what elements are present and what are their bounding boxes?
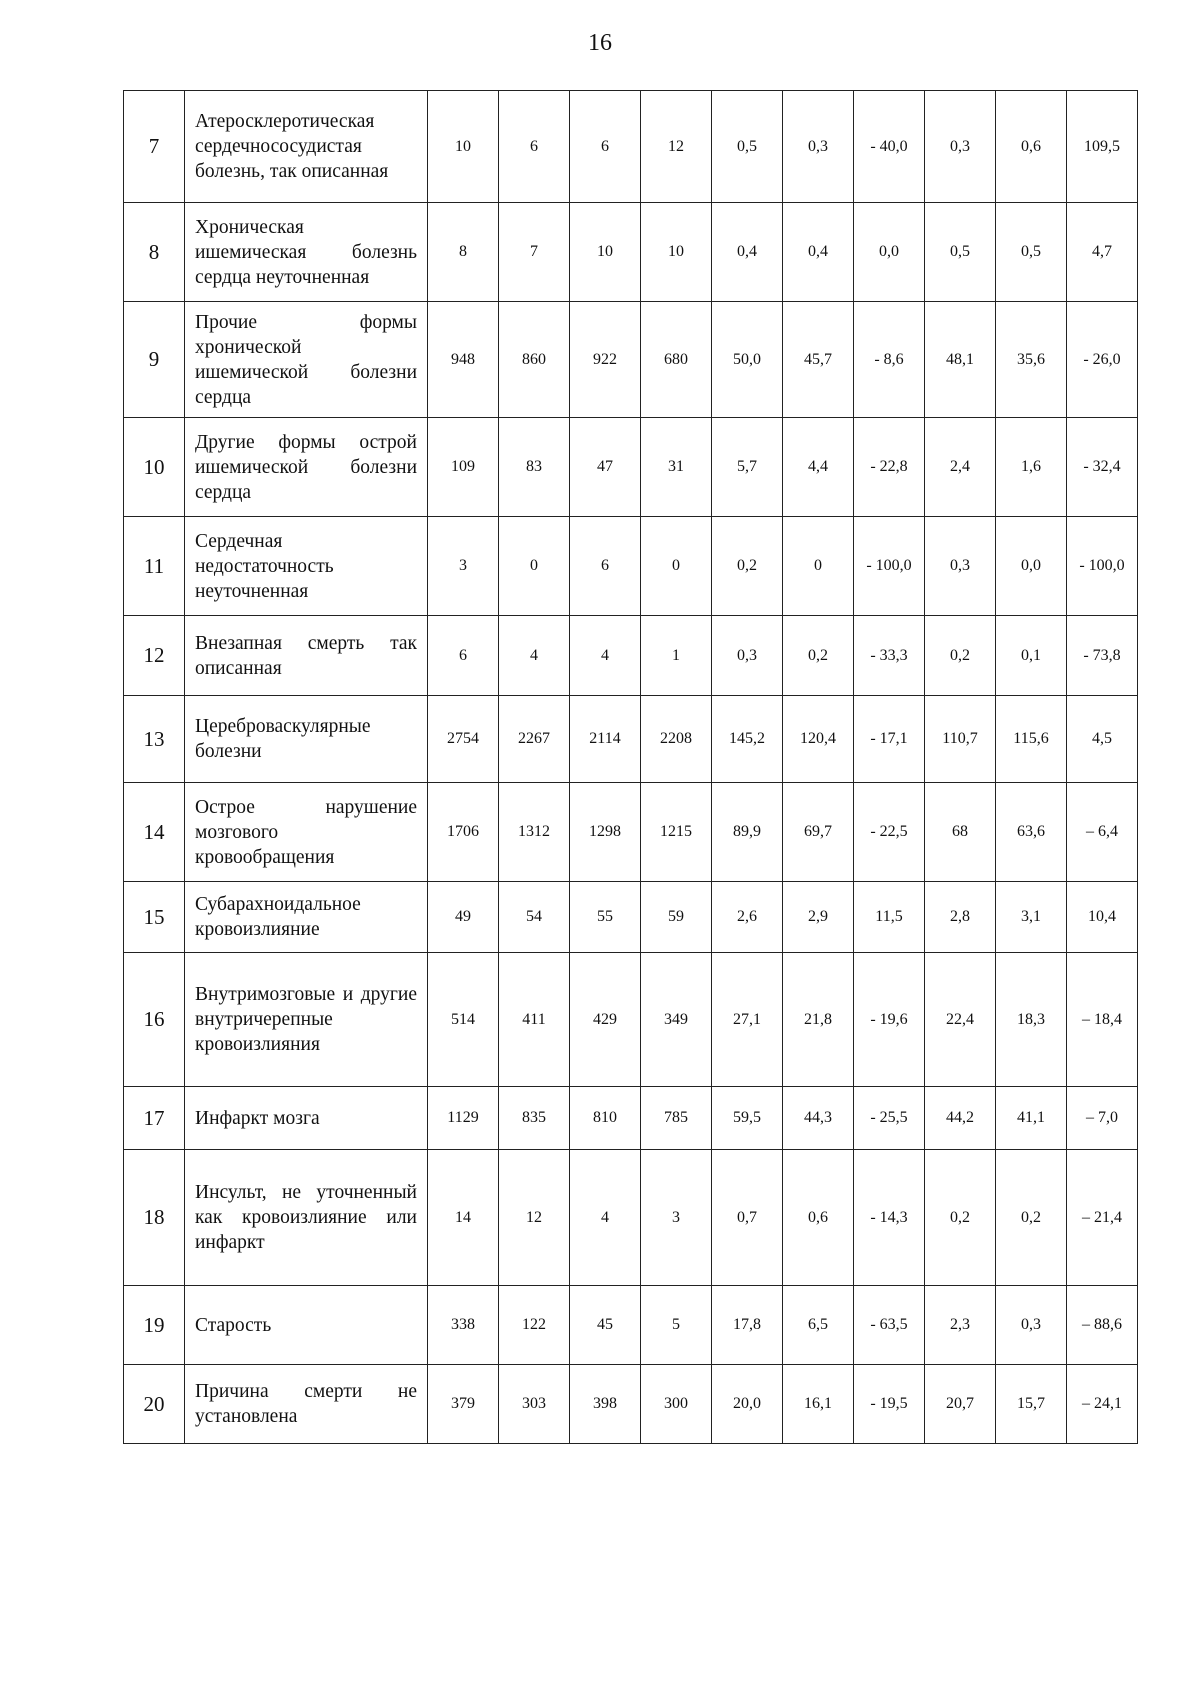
row-value-3: 6 xyxy=(570,91,641,203)
row-value-4: 1215 xyxy=(641,783,712,882)
table-row xyxy=(124,1286,1138,1365)
row-value-3: 4 xyxy=(570,1150,641,1286)
row-number: 14 xyxy=(124,783,185,882)
table-row xyxy=(124,91,1138,203)
row-value-3: 55 xyxy=(570,882,641,953)
row-value-7: - 22,8 xyxy=(854,418,925,517)
row-value-8: 0,2 xyxy=(925,1150,996,1286)
row-value-3: 47 xyxy=(570,418,641,517)
row-value-8: 44,2 xyxy=(925,1087,996,1150)
row-cause-name: Старость xyxy=(185,1286,428,1365)
row-value-8: 0,3 xyxy=(925,91,996,203)
row-value-7: - 25,5 xyxy=(854,1087,925,1150)
row-value-10: - 26,0 xyxy=(1067,302,1138,418)
row-value-9: 0,0 xyxy=(996,517,1067,616)
row-value-4: 3 xyxy=(641,1150,712,1286)
row-value-8: 2,4 xyxy=(925,418,996,517)
row-value-8: 2,8 xyxy=(925,882,996,953)
row-value-3: 429 xyxy=(570,953,641,1087)
row-number: 10 xyxy=(124,418,185,517)
row-value-10: – 6,4 xyxy=(1067,783,1138,882)
row-number: 13 xyxy=(124,696,185,783)
row-value-5: 17,8 xyxy=(712,1286,783,1365)
row-value-8: 48,1 xyxy=(925,302,996,418)
row-value-10: – 88,6 xyxy=(1067,1286,1138,1365)
row-value-9: 0,2 xyxy=(996,1150,1067,1286)
row-value-5: 27,1 xyxy=(712,953,783,1087)
row-value-3: 1298 xyxy=(570,783,641,882)
row-value-1: 1129 xyxy=(428,1087,499,1150)
row-value-2: 835 xyxy=(499,1087,570,1150)
row-value-7: - 22,5 xyxy=(854,783,925,882)
row-value-4: 300 xyxy=(641,1365,712,1444)
row-value-10: 4,5 xyxy=(1067,696,1138,783)
row-value-1: 3 xyxy=(428,517,499,616)
row-value-9: 35,6 xyxy=(996,302,1067,418)
row-value-10: 4,7 xyxy=(1067,203,1138,302)
row-value-1: 6 xyxy=(428,616,499,696)
row-value-6: 0,3 xyxy=(783,91,854,203)
row-cause-name: Цереброваскулярные болезни xyxy=(185,696,428,783)
row-value-2: 860 xyxy=(499,302,570,418)
row-value-6: 6,5 xyxy=(783,1286,854,1365)
row-value-7: - 40,0 xyxy=(854,91,925,203)
table-row xyxy=(124,696,1138,783)
row-value-3: 10 xyxy=(570,203,641,302)
row-value-1: 379 xyxy=(428,1365,499,1444)
row-value-6: 44,3 xyxy=(783,1087,854,1150)
row-value-4: 5 xyxy=(641,1286,712,1365)
row-cause-name: Острое нарушение мозгового кровообращения xyxy=(185,783,428,882)
row-value-9: 18,3 xyxy=(996,953,1067,1087)
row-value-4: 349 xyxy=(641,953,712,1087)
row-value-8: 0,5 xyxy=(925,203,996,302)
row-value-10: – 18,4 xyxy=(1067,953,1138,1087)
row-cause-name: Прочие формы хронической ишемической болезни сердца xyxy=(185,302,428,418)
table-row xyxy=(124,616,1138,696)
row-value-6: 0 xyxy=(783,517,854,616)
row-value-9: 0,6 xyxy=(996,91,1067,203)
row-value-2: 6 xyxy=(499,91,570,203)
table-row xyxy=(124,1365,1138,1444)
row-value-10: - 73,8 xyxy=(1067,616,1138,696)
row-value-2: 1312 xyxy=(499,783,570,882)
row-value-7: - 19,6 xyxy=(854,953,925,1087)
row-cause-name: Хроническая ишемическая болезнь сердца неуточненная xyxy=(185,203,428,302)
table-row xyxy=(124,1150,1138,1286)
row-value-3: 4 xyxy=(570,616,641,696)
row-value-7: - 100,0 xyxy=(854,517,925,616)
row-cause-name: Субарахноидальное кровоизлияние xyxy=(185,882,428,953)
row-value-7: 0,0 xyxy=(854,203,925,302)
row-number: 7 xyxy=(124,91,185,203)
row-value-6: 4,4 xyxy=(783,418,854,517)
row-value-8: 20,7 xyxy=(925,1365,996,1444)
row-value-3: 810 xyxy=(570,1087,641,1150)
row-value-1: 14 xyxy=(428,1150,499,1286)
table-row xyxy=(124,418,1138,517)
row-value-5: 2,6 xyxy=(712,882,783,953)
row-value-6: 69,7 xyxy=(783,783,854,882)
row-value-7: - 33,3 xyxy=(854,616,925,696)
row-value-3: 922 xyxy=(570,302,641,418)
table-row xyxy=(124,882,1138,953)
row-value-8: 2,3 xyxy=(925,1286,996,1365)
row-number: 15 xyxy=(124,882,185,953)
row-value-7: - 14,3 xyxy=(854,1150,925,1286)
row-value-6: 16,1 xyxy=(783,1365,854,1444)
row-value-9: 3,1 xyxy=(996,882,1067,953)
row-cause-name: Инфаркт мозга xyxy=(185,1087,428,1150)
row-value-2: 303 xyxy=(499,1365,570,1444)
row-value-10: 109,5 xyxy=(1067,91,1138,203)
row-value-2: 4 xyxy=(499,616,570,696)
row-value-10: – 21,4 xyxy=(1067,1150,1138,1286)
row-value-10: 10,4 xyxy=(1067,882,1138,953)
row-value-6: 2,9 xyxy=(783,882,854,953)
row-value-10: - 32,4 xyxy=(1067,418,1138,517)
row-value-1: 49 xyxy=(428,882,499,953)
row-cause-name: Сердечная недостаточность неуточненная xyxy=(185,517,428,616)
row-value-9: 63,6 xyxy=(996,783,1067,882)
row-cause-name: Внезапная смерть так описанная xyxy=(185,616,428,696)
row-value-1: 109 xyxy=(428,418,499,517)
row-value-1: 2754 xyxy=(428,696,499,783)
table-row xyxy=(124,1087,1138,1150)
row-value-6: 120,4 xyxy=(783,696,854,783)
row-value-6: 0,4 xyxy=(783,203,854,302)
row-value-9: 0,3 xyxy=(996,1286,1067,1365)
row-value-5: 50,0 xyxy=(712,302,783,418)
row-value-4: 680 xyxy=(641,302,712,418)
row-value-7: - 63,5 xyxy=(854,1286,925,1365)
row-value-5: 5,7 xyxy=(712,418,783,517)
table-row xyxy=(124,302,1138,418)
row-number: 16 xyxy=(124,953,185,1087)
table-row xyxy=(124,953,1138,1087)
row-value-4: 2208 xyxy=(641,696,712,783)
row-value-10: – 24,1 xyxy=(1067,1365,1138,1444)
row-value-9: 41,1 xyxy=(996,1087,1067,1150)
row-number: 8 xyxy=(124,203,185,302)
row-value-10: - 100,0 xyxy=(1067,517,1138,616)
row-value-1: 338 xyxy=(428,1286,499,1365)
row-cause-name: Причина смерти не установлена xyxy=(185,1365,428,1444)
row-value-5: 145,2 xyxy=(712,696,783,783)
row-value-5: 59,5 xyxy=(712,1087,783,1150)
row-value-4: 1 xyxy=(641,616,712,696)
row-value-9: 0,5 xyxy=(996,203,1067,302)
row-value-2: 411 xyxy=(499,953,570,1087)
row-value-1: 948 xyxy=(428,302,499,418)
row-value-4: 12 xyxy=(641,91,712,203)
table-row xyxy=(124,517,1138,616)
row-number: 18 xyxy=(124,1150,185,1286)
row-value-6: 0,2 xyxy=(783,616,854,696)
row-number: 12 xyxy=(124,616,185,696)
row-number: 17 xyxy=(124,1087,185,1150)
row-value-1: 514 xyxy=(428,953,499,1087)
row-value-5: 0,4 xyxy=(712,203,783,302)
row-value-1: 10 xyxy=(428,91,499,203)
row-value-3: 398 xyxy=(570,1365,641,1444)
row-value-5: 0,7 xyxy=(712,1150,783,1286)
row-cause-name: Другие формы острой ишемической болезни сердца xyxy=(185,418,428,517)
row-cause-name: Инсульт, не уточненный как кровоизлияние или инфаркт xyxy=(185,1150,428,1286)
row-number: 9 xyxy=(124,302,185,418)
row-value-5: 20,0 xyxy=(712,1365,783,1444)
row-cause-name: Атеросклеротическая сердечнососудистая болезнь, так описанная xyxy=(185,91,428,203)
row-value-4: 10 xyxy=(641,203,712,302)
row-number: 19 xyxy=(124,1286,185,1365)
row-value-8: 0,2 xyxy=(925,616,996,696)
mortality-table xyxy=(123,90,1138,1444)
row-value-5: 0,2 xyxy=(712,517,783,616)
page-number: 16 xyxy=(588,30,612,56)
row-value-4: 59 xyxy=(641,882,712,953)
row-value-4: 31 xyxy=(641,418,712,517)
row-value-3: 6 xyxy=(570,517,641,616)
row-value-2: 2267 xyxy=(499,696,570,783)
row-value-6: 0,6 xyxy=(783,1150,854,1286)
row-value-10: – 7,0 xyxy=(1067,1087,1138,1150)
row-value-4: 0 xyxy=(641,517,712,616)
row-value-9: 0,1 xyxy=(996,616,1067,696)
row-value-2: 12 xyxy=(499,1150,570,1286)
row-value-2: 54 xyxy=(499,882,570,953)
row-value-6: 45,7 xyxy=(783,302,854,418)
row-number: 11 xyxy=(124,517,185,616)
table-body xyxy=(124,91,1138,1444)
row-value-2: 83 xyxy=(499,418,570,517)
table-row xyxy=(124,203,1138,302)
row-value-1: 8 xyxy=(428,203,499,302)
row-value-5: 0,5 xyxy=(712,91,783,203)
row-value-7: 11,5 xyxy=(854,882,925,953)
row-value-8: 68 xyxy=(925,783,996,882)
row-value-4: 785 xyxy=(641,1087,712,1150)
row-value-7: - 19,5 xyxy=(854,1365,925,1444)
row-value-2: 122 xyxy=(499,1286,570,1365)
row-cause-name: Внутримозговые и другие внутричерепные кровоизлияния xyxy=(185,953,428,1087)
row-value-9: 1,6 xyxy=(996,418,1067,517)
row-value-3: 2114 xyxy=(570,696,641,783)
row-value-9: 15,7 xyxy=(996,1365,1067,1444)
row-number: 20 xyxy=(124,1365,185,1444)
row-value-9: 115,6 xyxy=(996,696,1067,783)
row-value-7: - 8,6 xyxy=(854,302,925,418)
row-value-3: 45 xyxy=(570,1286,641,1365)
row-value-1: 1706 xyxy=(428,783,499,882)
table-row xyxy=(124,783,1138,882)
row-value-2: 0 xyxy=(499,517,570,616)
row-value-8: 0,3 xyxy=(925,517,996,616)
row-value-6: 21,8 xyxy=(783,953,854,1087)
row-value-5: 0,3 xyxy=(712,616,783,696)
row-value-5: 89,9 xyxy=(712,783,783,882)
row-value-8: 22,4 xyxy=(925,953,996,1087)
row-value-8: 110,7 xyxy=(925,696,996,783)
row-value-2: 7 xyxy=(499,203,570,302)
row-value-7: - 17,1 xyxy=(854,696,925,783)
